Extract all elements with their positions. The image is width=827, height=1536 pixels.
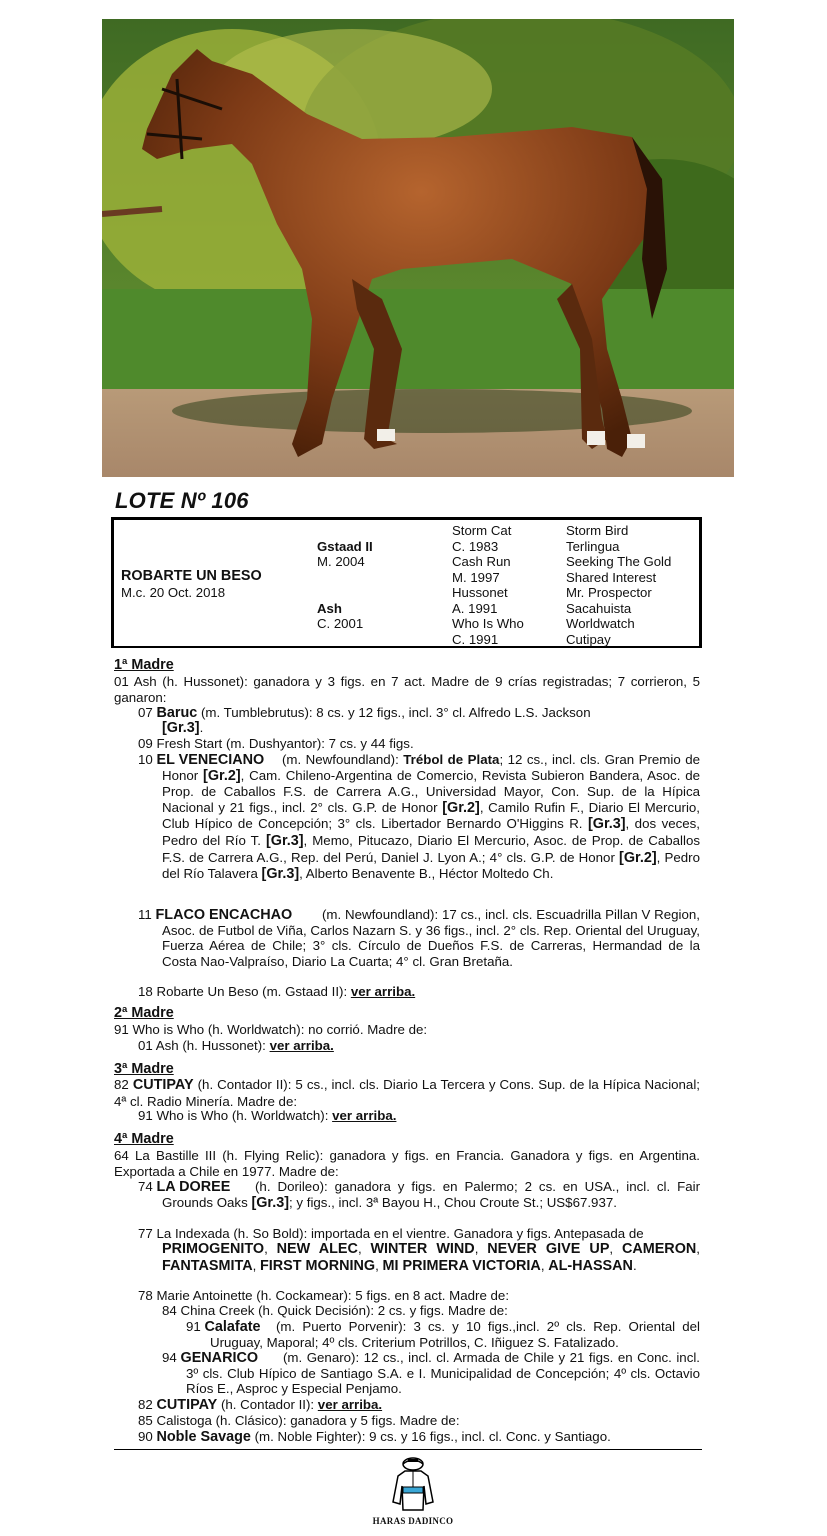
madre2-intro: 91 Who is Who (h. Worldwatch): no corrió. Madre de: (114, 1022, 428, 1037)
gen3-ancestor: Terlingua (566, 539, 620, 554)
produce-entry-robarte-un-beso: 18 Robarte Un Beso (m. Gstaad II): ver arriba. (138, 984, 416, 999)
logo-text: HARAS DADINCO (372, 1516, 454, 1526)
descendants-list: PRIMOGENITO, NEW ALEC, WINTER WIND, NEVER GIVE UP, CAMERON, FANTASMITA, FIRST MORNING, MI PRIMERA VICTORIA, AL-HASSAN. (162, 1241, 700, 1274)
produce-entry-calistoga: 85 Calistoga (h. Clásico): ganadora y 5 figs. Madre de: (138, 1413, 460, 1428)
dam-sire-info: A. 1991 (452, 601, 498, 616)
dam-dam-info: C. 1991 (452, 632, 499, 647)
madre3-intro: 82 CUTIPAY (h. Contador II): 5 cs., incl. cls. Diario La Tercera y Cons. Sup. de la Hípica Nacional; 4ª cl. Radio Minería. Madre de: (114, 1077, 700, 1109)
ver-arriba-link[interactable]: ver arriba. (350, 984, 416, 999)
gen3-ancestor: Worldwatch (566, 616, 635, 631)
produce-entry-flaco-encachao: 11 FLACO ENCACHAO (138, 907, 293, 923)
ver-arriba-link[interactable]: ver arriba. (269, 1038, 334, 1053)
dam-info: C. 2001 (317, 616, 364, 631)
produce-entry-flaco-encachao-text: (m. Newfoundland): 17 cs., incl. cls. Escuadrilla Pillan V Region, Asoc. de Futbol de Viña, Carlos Nazarn S. y 36 figs., incl. 2° cls. Rep. Oriental del Uruguay, Fuerza Aérea de Chile; 3° cls. Círculo de Dueños F.S. de Carreras, Hermandad de la Costa Nao-Valpraíso, Diario La Cuarta; 4° cl. Gran Bretaña. (162, 907, 700, 969)
produce-entry-la-indexada: 77 La Indexada (h. So Bold): importada en el vientre. Ganadora y figs. Antepasada de (138, 1226, 644, 1241)
produce-entry-noble-savage: 90 Noble Savage (m. Noble Fighter): 9 cs. y 16 figs., incl. cl. Conc. y Santiago. (138, 1429, 611, 1445)
sire-name: Gstaad II (317, 539, 373, 554)
produce-entry-genarico: 94 GENARICO (162, 1350, 259, 1366)
dam-sire-name: Hussonet (452, 585, 508, 600)
jockey-silks-icon (370, 1454, 456, 1516)
pedigree-table (111, 517, 702, 648)
produce-entry-china-creek: 84 China Creek (h. Quick Decisión): 2 cs. y figs. Madre de: (162, 1303, 508, 1318)
produce-entry-ash: 01 Ash (h. Hussonet): ver arriba. (138, 1038, 334, 1053)
section-heading-madre1: 1ª Madre (114, 657, 174, 673)
produce-entry-la-doree-text: (h. Dorileo): ganadora y figs. en Palermo; 2 cs. en USA., incl. cl. Fair Grounds Oaks [Gr.3]; y figs., incl. 3ª Bayou H., Chou Croute St.; US$67.937. (162, 1179, 700, 1211)
gen3-ancestor: Cutipay (566, 632, 611, 647)
produce-entry-marie-antoinette: 78 Marie Antoinette (h. Cockamear): 5 figs. en 8 act. Madre de: (138, 1288, 510, 1303)
sire-dam-info: M. 1997 (452, 570, 500, 585)
produce-entry-el-veneciano-text: (m. Newfoundland): Trébol de Plata; 12 cs., incl. cls. Gran Premio de Honor [Gr.2], Cam. Chileno-Argentina de Comercio, Revista Subieron Bandera, Asoc. de Prop. de Caballos F.S. de Carrera A.G., Universidad Mayor, Con. Sup. de la Hípica Nacional y 21 figs., incl. 2° cls. G.P. de Honor [Gr.2], Camilo Rufin F., Diario El Mercurio, Club Hípico de Concepción; 3° cls. Libertador Bernardo O'Higgins R. [Gr.3], dos veces, Pedro del Río T. [Gr.3], Memo, Pitucazo, Diario El Mercurio, Asoc. de Prop. de Caballos F.S. de Carrera A.G., Rep. del Perú, Daniel J. Lyon A.; 4° cls. G.P. de Honor [Gr.2], Pedro del Río Talavera [Gr.3], Alberto Benavente B., Héctor Moltedo Ch. (162, 752, 701, 883)
horse-name: ROBARTE UN BESO (121, 568, 262, 584)
produce-entry-cutipay: 82 CUTIPAY (h. Contador II): ver arriba. (138, 1397, 383, 1413)
produce-entry-who-is-who: 91 Who is Who (h. Worldwatch): ver arriba. (138, 1108, 397, 1123)
produce-entry-genarico-text: (m. Genaro): 12 cs., incl. cl. Armada de Chile y 21 figs. en Conc. incl. 3º cls. Club Hípico de Santiago S.A. e I. Municipalidad de Concepción; 4º cls. Octavio Ríos E., Asproc y Especial Penjamo. (186, 1350, 700, 1397)
lot-title: LOTE Nº 106 (115, 488, 249, 513)
gen3-ancestor: Shared Interest (566, 570, 657, 585)
horse-info: M.c. 20 Oct. 2018 (121, 585, 226, 600)
produce-entry-el-veneciano: 10 EL VENECIANO (138, 752, 265, 768)
madre4-intro: 64 La Bastille III (h. Flying Relic): ganadora y figs. en Francia. Ganadora y figs. en Argentina. Exportada a Chile en 1977. Madre de: (114, 1148, 700, 1179)
horse-photo (102, 19, 734, 477)
gen3-ancestor: Storm Bird (566, 523, 629, 538)
section-heading-madre3: 3ª Madre (114, 1061, 174, 1077)
sire-sire-info: C. 1983 (452, 539, 499, 554)
footer-divider (114, 1449, 702, 1450)
dam-dam-name: Who Is Who (452, 616, 524, 631)
sire-dam-name: Cash Run (452, 554, 511, 569)
ver-arriba-link[interactable]: ver arriba. (332, 1108, 397, 1123)
ver-arriba-link[interactable]: ver arriba. (317, 1397, 383, 1412)
produce-entry-calafate: 91 Calafate (186, 1319, 261, 1335)
gen3-ancestor: Mr. Prospector (566, 585, 652, 600)
sire-info: M. 2004 (317, 554, 365, 569)
dam-name: Ash (317, 601, 342, 616)
produce-entry-baruc-grade: [Gr.3]. (162, 720, 204, 736)
produce-entry-fresh-start: 09 Fresh Start (m. Dushyantor): 7 cs. y 44 figs. (138, 736, 414, 751)
produce-entry-calafate-text: (m. Puerto Porvenir): 3 cs. y 10 figs.,incl. 2º cls. Rep. Oriental del Uruguay, Maporal; 4º cls. Criterium Potrillos, C. Iñiguez S. Fatalizado. (210, 1319, 700, 1350)
section-heading-madre2: 2ª Madre (114, 1005, 174, 1021)
section-heading-madre4: 4ª Madre (114, 1131, 174, 1147)
gen3-ancestor: Seeking The Gold (566, 554, 672, 569)
haras-logo (370, 1454, 456, 1534)
gen3-ancestor: Sacahuista (566, 601, 632, 616)
madre1-intro: 01 Ash (h. Hussonet): ganadora y 3 figs. en 7 act. Madre de 9 crías registradas; 7 corrieron, 5 ganaron: (114, 674, 700, 705)
produce-entry-baruc: 07 Baruc (m. Tumblebrutus): 8 cs. y 12 figs., incl. 3° cl. Alfredo L.S. Jackson (138, 705, 591, 721)
produce-entry-la-doree: 74 LA DOREE (138, 1179, 231, 1195)
sire-sire-name: Storm Cat (452, 523, 512, 538)
